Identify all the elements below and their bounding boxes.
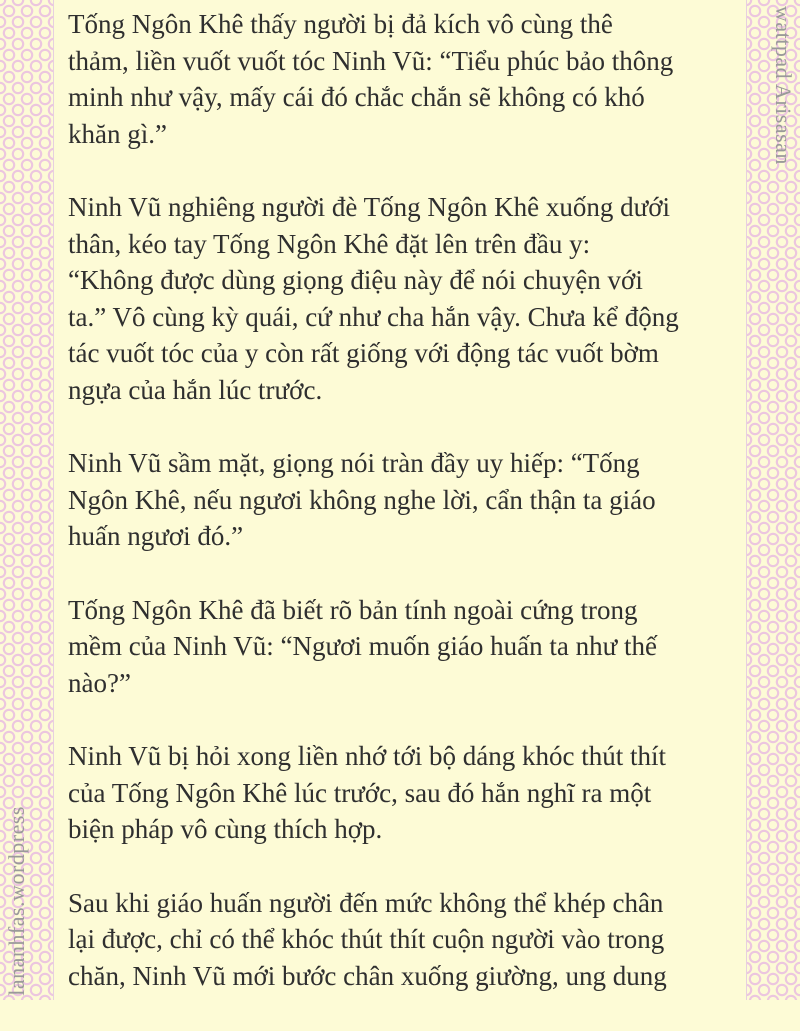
text-line: chăn, Ninh Vũ mới bước chân xuống giường, ung dung — [68, 960, 667, 991]
text-line: thảm, liền vuốt vuốt tóc Ninh Vũ: “Tiểu phúc bảo thông — [68, 45, 674, 76]
text-line: Tống Ngôn Khê thấy người bị đả kích vô cùng thê — [68, 9, 613, 39]
text-line: Sau khi giáo huấn người đến mức không thể khép chân — [68, 887, 664, 918]
paragraph-5 — [68, 738, 758, 848]
text-line: Ninh Vũ bị hỏi xong liền nhớ tới bộ dáng khóc thút thít — [68, 741, 667, 771]
watermark-right: wattpad Arisasan — [771, 6, 796, 165]
text-line: Ninh Vũ nghiêng người đè Tống Ngôn Khê xuống dưới — [68, 192, 671, 222]
text-line: ngựa của hắn lúc trước. — [68, 374, 323, 405]
story-text — [68, 6, 758, 1031]
paragraph-3 — [68, 445, 758, 555]
text-line: “Không được dùng giọng điệu này để nói chuyện với — [68, 265, 643, 295]
text-line: tác vuốt tóc của y còn rất giống với động tác vuốt bờm — [68, 338, 659, 368]
text-line: khăn gì.” — [68, 118, 167, 149]
text-line: biện pháp vô cùng thích hợp. — [68, 814, 383, 844]
paragraph-2 — [68, 189, 758, 408]
text-line: minh như vậy, mấy cái đó chắc chắn sẽ không có khó — [68, 82, 645, 112]
text-line: mềm của Ninh Vũ: “Ngươi muốn giáo huấn ta như thế — [68, 631, 657, 661]
text-line: Tống Ngôn Khê đã biết rõ bản tính ngoài cứng trong — [68, 594, 638, 625]
text-line: nào?” — [68, 667, 131, 698]
text-line: lại được, chỉ có thể khóc thút thít cuộn người vào trong — [68, 924, 665, 954]
text-line: ta.” Vô cùng kỳ quái, cứ như cha hắn vậy. Chưa kể động — [68, 301, 679, 332]
paragraph-6 — [68, 885, 758, 995]
text-line: của Tống Ngôn Khê lúc trước, sau đó hắn nghĩ ra một — [68, 777, 652, 808]
text-line: Ninh Vũ sầm mặt, giọng nói tràn đầy uy hiếp: “Tống — [68, 448, 640, 478]
text-line: Ngôn Khê, nếu ngươi không nghe lời, cẩn thận ta giáo — [68, 484, 656, 515]
paragraph-1 — [68, 6, 758, 152]
paragraph-4 — [68, 592, 758, 702]
text-line: huấn ngươi đó.” — [68, 521, 244, 551]
watermark-left: lananhfas.wordpress — [4, 806, 29, 996]
text-line: thân, kéo tay Tống Ngôn Khê đặt lên trên đầu y: — [68, 228, 591, 259]
